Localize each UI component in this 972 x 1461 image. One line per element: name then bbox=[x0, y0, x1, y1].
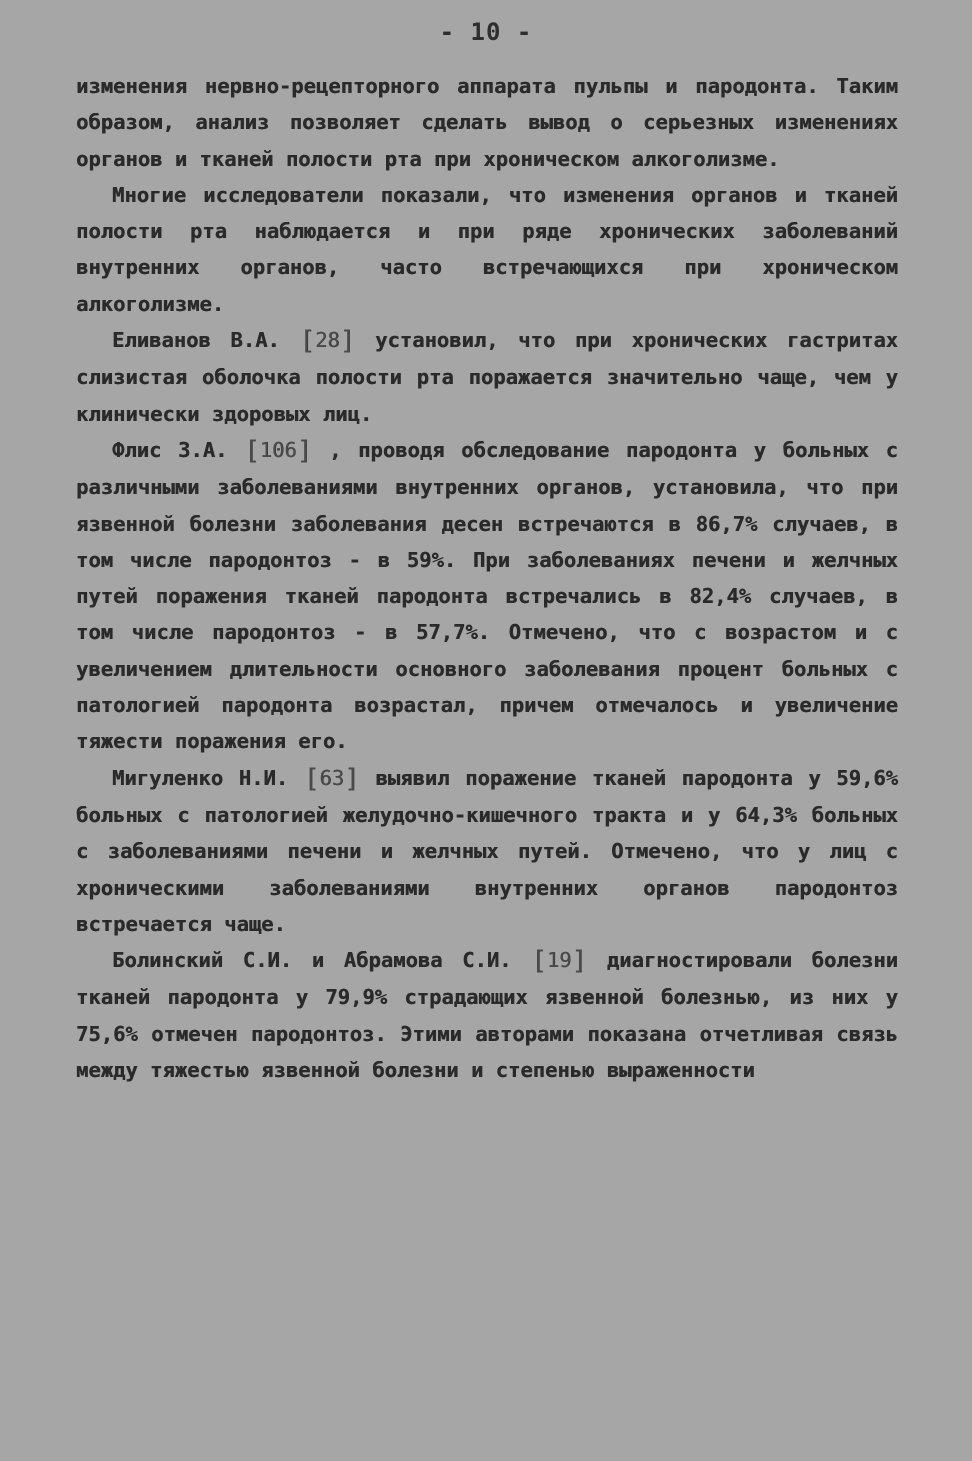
citation-open-bracket: [ bbox=[531, 946, 547, 977]
paragraph-1 bbox=[76, 68, 898, 177]
paragraph-5 bbox=[76, 760, 898, 942]
paragraph-text: Многие исследователи показали, что изменения органов и тканей полости рта наблюдается и при ряде хронических заболеваний внутренних органов, часто встречающихся при хроническом алкоголизме. bbox=[76, 182, 898, 316]
paragraph-text-after-ref: диагностировали болезни тканей пародонта у 79,9% страдающих язвенной болезнью, из них у 75,6% отмечен пародонтоз. Этими авторами показана отчетливая связь между тяжестью язвенной болезни и степенью выраженности bbox=[76, 948, 898, 1083]
paragraph-4 bbox=[76, 432, 898, 760]
paragraph-text: изменения нервно-рецепторного аппарата пульпы и пародонта. Таким образом, анализ позволяет сделать вывод о серьезных изменениях органов и тканей полости рта при хроническом алкоголизме. bbox=[76, 74, 898, 171]
paragraph-text-after-ref: выявил поражение тканей пародонта у 59,6% больных с патологией желудочно-кишечного тракта и у 64,3% больных с заболеваниями печени и желчных путей. Отмечено, что у лиц с хроническими заболеваниями внутренних органов пародонтоз встречается чаще. bbox=[76, 765, 898, 936]
paragraph-text-before-ref: Флис З.А. bbox=[112, 437, 245, 462]
citation-close-bracket: ] bbox=[571, 946, 588, 977]
paragraph-2 bbox=[76, 177, 898, 322]
citation-number: 19 bbox=[546, 948, 572, 973]
citation-number: 28 bbox=[315, 328, 340, 353]
citation-number: 106 bbox=[259, 437, 297, 462]
paragraph-6 bbox=[76, 942, 898, 1088]
paragraph-3 bbox=[76, 322, 898, 432]
paragraph-text-before-ref: Мигуленко Н.И. bbox=[112, 765, 304, 790]
citation-close-bracket: ] bbox=[339, 326, 356, 357]
citation-close-bracket: ] bbox=[344, 763, 360, 794]
paragraph-text-before-ref: Еливанов В.А. bbox=[112, 328, 300, 353]
paragraph-text-after-ref: , проводя обследование пародонта у больных с различными заболеваниями внутренних органов, установила, что при язвенной болезни заболевания десен встречаются в 86,7% случаев, в том числе пародонтоз - в 59%. При заболеваниях печени и желчных путей поражения тканей пародонта встречались в 82,4% случаев, в том числе пародонтоз - в 57,7%. Отмечено, что с возрастом и с увеличением длительности основного заболевания процент больных с патологией пародонта возрастал, причем отмечалось и увеличение тяжести поражения его. bbox=[76, 437, 898, 754]
citation-open-bracket: [ bbox=[244, 435, 260, 466]
paragraph-text-before-ref: Болинский С.И. и Абрамова С.И. bbox=[112, 948, 532, 973]
citation-number: 63 bbox=[319, 765, 345, 790]
paragraph-text-after-ref: установил, что при хронических гастритах слизистая оболочка полости рта поражается значительно чаще, чем у клинически здоровых лиц. bbox=[76, 328, 898, 426]
citation-close-bracket: ] bbox=[296, 435, 313, 466]
citation-open-bracket: [ bbox=[303, 763, 320, 794]
document-body bbox=[76, 68, 898, 1088]
page-number: - 10 - bbox=[439, 18, 533, 46]
citation-open-bracket: [ bbox=[299, 326, 316, 357]
